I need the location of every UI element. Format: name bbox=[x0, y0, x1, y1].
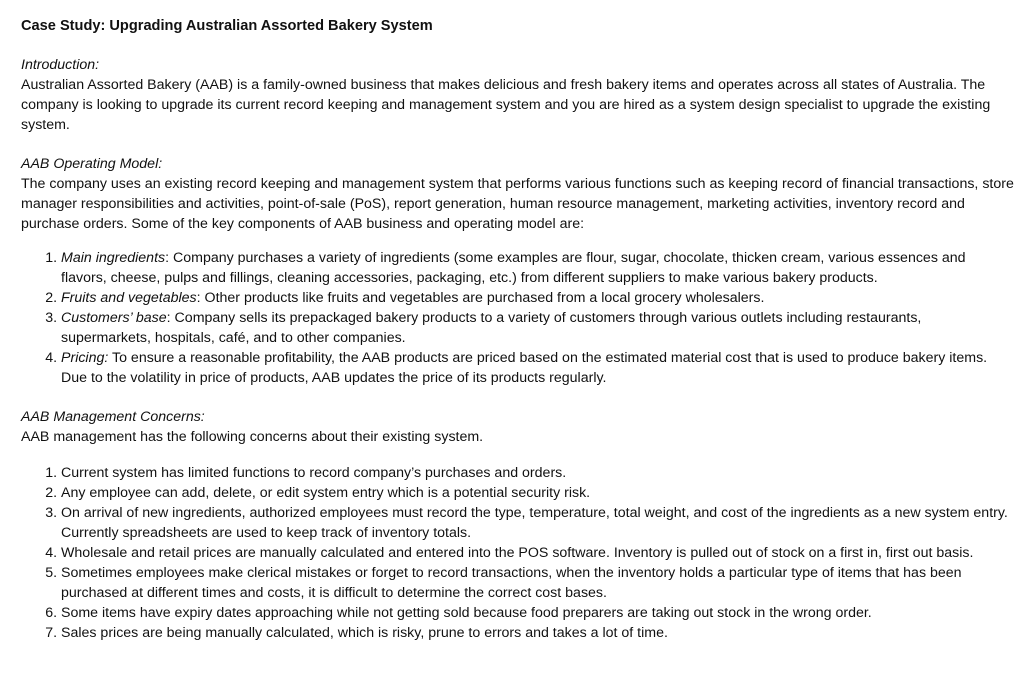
introduction-text: Australian Assorted Bakery (AAB) is a family-owned business that makes delicious and fresh bakery items and operates across all states of Australia. The company is looking to upgrade its current record keeping and management system and you are hired as a system design specialist to upgrade the existing system. bbox=[21, 77, 991, 133]
list-item: 1. Current system has limited functions to record company’s purchases and orders. bbox=[61, 463, 1014, 483]
operating-model-section bbox=[21, 154, 1014, 388]
list-item: 7. Sales prices are being manually calculated, which is risky, prune to errors and takes a lot of time. bbox=[61, 623, 1014, 643]
list-item: 2. Any employee can add, delete, or edit system entry which is a potential security risk. bbox=[61, 483, 1014, 503]
management-concerns-text: AAB management has the following concerns about their existing system. bbox=[21, 429, 484, 445]
list-item: 6. Some items have expiry dates approaching while not getting sold because food preparers are taking out stock in the wrong order. bbox=[61, 603, 1014, 623]
operating-model-heading: AAB Operating Model: bbox=[21, 156, 163, 172]
document-title: Case Study: Upgrading Australian Assorted Bakery System bbox=[21, 18, 433, 34]
operating-model-text: The company uses an existing record keeping and management system that performs various functions such as keeping record of financial transactions, store manager responsibilities and activities, point-of-sale (PoS), report generation, human resource management, marketing activities, inventory record and purchase orders. Some of the key components of AAB business and operating model are: bbox=[21, 176, 1014, 232]
list-item bbox=[61, 308, 1014, 348]
introduction-heading: Introduction: bbox=[21, 57, 100, 73]
list-item-lead: Main ingredients bbox=[61, 250, 166, 266]
list-item bbox=[61, 288, 1014, 308]
list-item-text: To ensure a reasonable profitability, the AAB products are priced based on the estimated material cost that is used to produce bakery items. Due to the volatility in price of products, AAB updates the price of its products regularly. bbox=[61, 350, 988, 386]
list-item-text: : Other products like fruits and vegetables are purchased from a local grocery wholesalers. bbox=[196, 290, 765, 306]
introduction-section bbox=[21, 55, 1014, 135]
list-item bbox=[61, 348, 1014, 388]
list-item-text: : Company sells its prepackaged bakery products to a variety of customers through various outlets including restaurants, supermarkets, hospitals, café, and to other companies. bbox=[61, 310, 922, 346]
management-concerns-section bbox=[21, 407, 1014, 643]
list-item-lead: Pricing: bbox=[61, 350, 109, 366]
management-concerns-list bbox=[21, 463, 1014, 643]
management-concerns-heading: AAB Management Concerns: bbox=[21, 409, 205, 425]
list-item-lead: Fruits and vegetables bbox=[61, 290, 197, 306]
list-item-lead: Customers’ base bbox=[61, 310, 167, 326]
list-item-text: : Company purchases a variety of ingredients (some examples are flour, sugar, chocolate, thicken cream, various essences and flavors, cheese, pulps and fillings, cleaning accessories, packaging, etc.) from different suppliers to make various bakery products. bbox=[61, 250, 966, 286]
list-item: 5. Sometimes employees make clerical mistakes or forget to record transactions, when the inventory holds a particular type of items that has been purchased at different times and costs, it is difficult to determine the correct cost bases. bbox=[61, 563, 1014, 603]
list-item bbox=[61, 248, 1014, 288]
list-item: 3. On arrival of new ingredients, authorized employees must record the type, temperature, total weight, and cost of the ingredients as a new system entry. Currently spreadsheets are used to keep track of inventory totals. bbox=[61, 503, 1014, 543]
list-item: 4. Wholesale and retail prices are manually calculated and entered into the POS software. Inventory is pulled out of stock on a first in, first out basis. bbox=[61, 543, 1014, 563]
operating-model-list bbox=[21, 248, 1014, 388]
